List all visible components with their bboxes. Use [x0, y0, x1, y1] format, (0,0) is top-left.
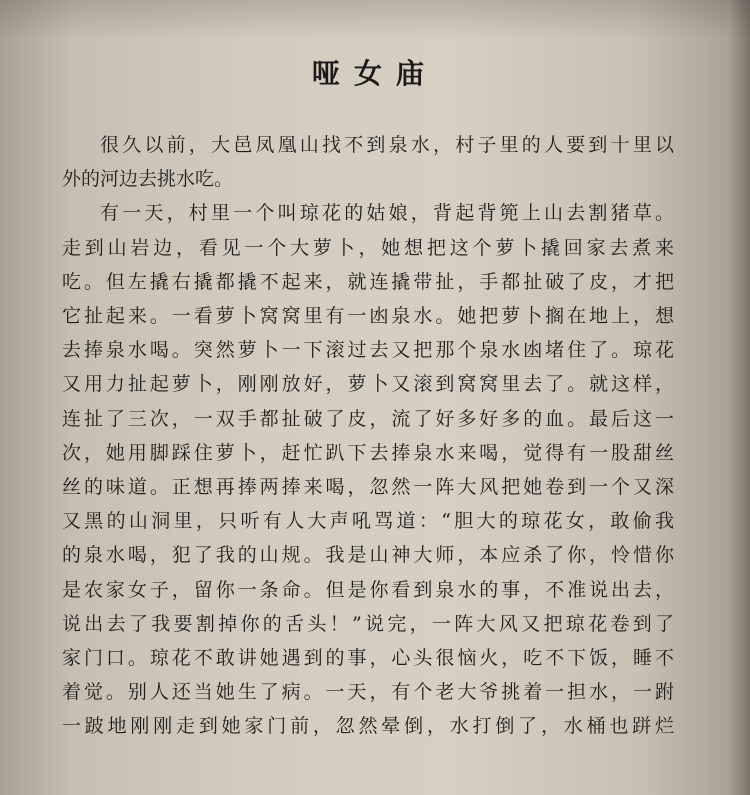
text-line: 丝的味道。正想再捧两捧来喝，忽然一阵大风把她卷到一个又深	[62, 476, 674, 499]
text-line: 连扯了三次，一双手都扯破了皮，流了好多好多的血。最后这一	[62, 407, 674, 430]
text-line: 外的河边去挑水吃。	[62, 168, 234, 191]
page-spine-shadow	[728, 0, 750, 795]
text-line: 去捧泉水喝。突然萝卜一下滚过去又把那个泉水凼堵住了。琼花	[62, 339, 674, 362]
text-line: 次，她用脚踩住萝卜，赶忙趴下去捧泉水来喝，觉得有一股甜丝	[62, 441, 674, 464]
text-line: 着觉。别人还当她生了病。一天，有个老大爷挑着一担水，一跗	[62, 681, 674, 704]
page-top-shadow	[0, 0, 750, 40]
text-line: 走到山岩边，看见一个大萝卜，她想把这个萝卜撬回家去煮来	[62, 236, 674, 259]
text-line: 是农家女子，留你一条命。但是你看到泉水的事，不准说出去，	[62, 578, 674, 601]
text-line: 的泉水喝，犯了我的山规。我是山神大师，本应杀了你，怜惜你	[62, 544, 674, 567]
text-line: 它扯起来。一看萝卜窝窝里有一凼泉水。她把萝卜搁在地上，想	[62, 305, 674, 328]
text-line: 家门口。琼花不敢讲她遇到的事，心头很恼火，吃不下饭，睡不	[62, 647, 674, 670]
text-line: 又用力扯起萝卜，刚刚放好，萝卜又滚到窝窝里去了。就这样，	[62, 373, 674, 396]
text-line: 一跛地刚刚走到她家门前，忽然晕倒，水打倒了，水桶也跰烂	[62, 715, 674, 738]
story-body	[62, 128, 674, 744]
text-line: 吃。但左撬右撬都撬不起来，就连撬带扯，手都扯破了皮，才把	[62, 270, 674, 293]
text-line: 很久以前，大邑凤凰山找不到泉水，村子里的人要到十里以	[100, 134, 674, 156]
text-line: 又黑的山洞里，只听有人大声吼骂道：“胆大的琼花女，敢偷我	[62, 510, 674, 533]
text-line: 说出去了我要割掉你的舌头！”说完，一阵大风又把琼花卷到了	[62, 612, 674, 635]
text-line: 有一天，村里一个叫琼花的姑娘，背起背篼上山去割猪草。	[100, 202, 674, 225]
story-title: 哑女庙	[311, 57, 438, 90]
